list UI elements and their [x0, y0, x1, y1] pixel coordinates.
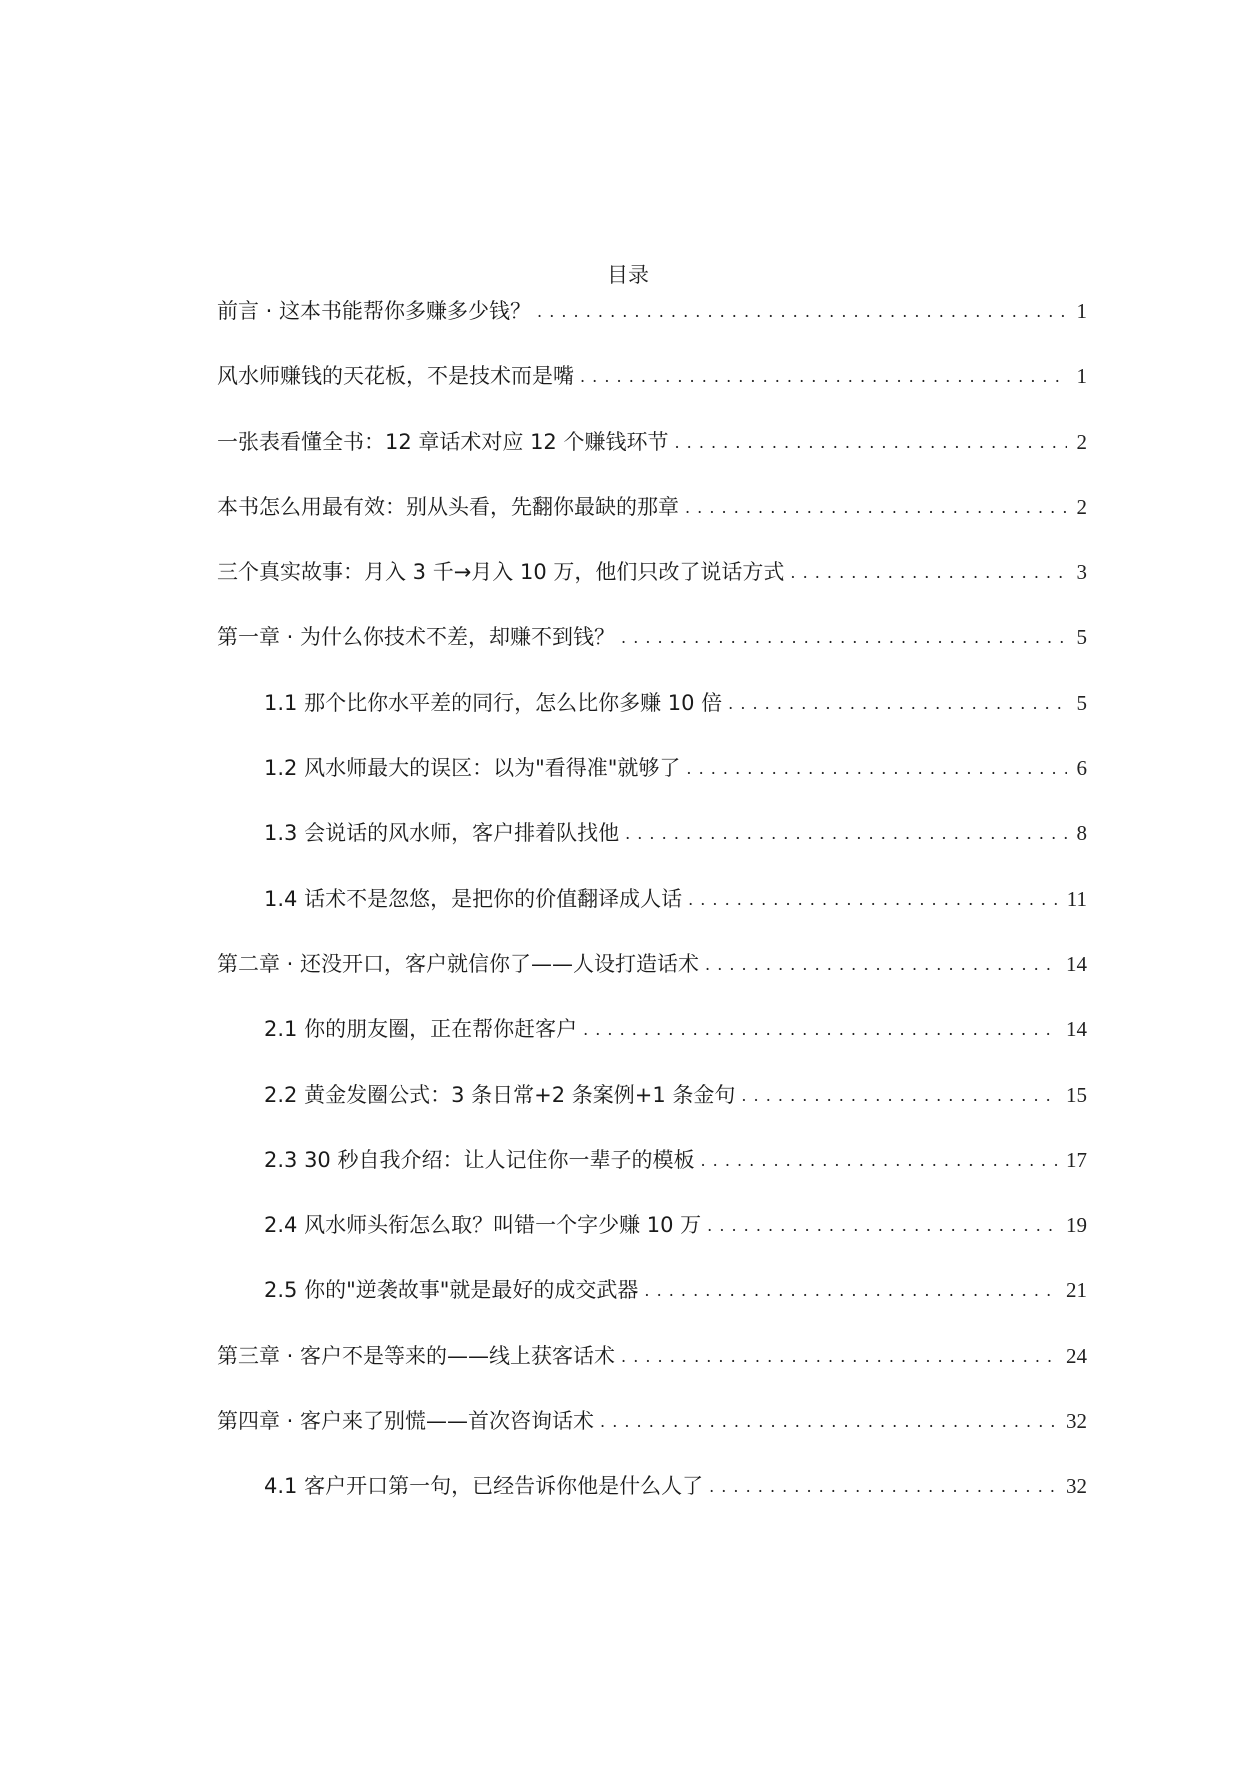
toc-page-number: 15 [1066, 1082, 1087, 1107]
toc-title: 目录 [607, 263, 649, 287]
toc-page-number: 1 [1076, 299, 1087, 323]
dot-leader [674, 428, 1067, 458]
toc-entry[interactable] [217, 492, 1087, 557]
toc-entry-label[interactable]: 1.3 会说话的风水师，客户排着队找他 [264, 821, 620, 846]
dot-leader [790, 558, 1067, 588]
dot-leader [705, 950, 1058, 980]
toc-entry-section-1-4[interactable] [217, 884, 1087, 949]
toc-page-number: 8 [1076, 821, 1087, 846]
dot-leader [709, 1472, 1058, 1502]
toc-entry-section-1-1[interactable] [217, 688, 1087, 753]
toc-page-number: 14 [1066, 1017, 1087, 1042]
toc-page-number: 32 [1066, 1474, 1087, 1499]
toc-entry-label[interactable]: 第三章 · 客户不是等来的——线上获客话术 [217, 1343, 616, 1368]
toc-page-number: 5 [1076, 625, 1087, 650]
table-of-contents [217, 296, 1087, 1537]
toc-entry-section-1-3[interactable] [217, 818, 1087, 883]
toc-entry-label[interactable]: 2.4 风水师头衔怎么取？叫错一个字少赚 10 万 [264, 1213, 702, 1238]
dot-leader [728, 689, 1067, 719]
toc-entry-label[interactable]: 1.2 风水师最大的误区：以为"看得准"就够了 [264, 756, 681, 781]
toc-entry-label[interactable]: 一张表看懂全书：12 章话术对应 12 个赚钱环节 [217, 429, 669, 454]
toc-page-number: 6 [1076, 756, 1087, 781]
toc-entry[interactable] [217, 557, 1087, 622]
toc-entry-chapter-3[interactable] [217, 1341, 1087, 1406]
dot-leader [621, 1342, 1058, 1372]
dot-leader [580, 362, 1067, 392]
toc-entry-label[interactable]: 2.2 黄金发圈公式：3 条日常+2 条案例+1 条金句 [264, 1082, 736, 1107]
toc-page-number: 1 [1076, 364, 1087, 389]
toc-entry-label[interactable]: 第四章 · 客户来了别慌——首次咨询话术 [217, 1409, 595, 1434]
toc-entry[interactable] [217, 427, 1087, 492]
toc-page-number: 32 [1066, 1409, 1087, 1434]
dot-leader [688, 885, 1059, 915]
toc-page-number: 2 [1076, 494, 1087, 519]
dot-leader [537, 297, 1067, 327]
toc-entry-label[interactable]: 2.3 30 秒自我介绍：让人记住你一辈子的模板 [264, 1147, 695, 1172]
toc-page-number: 21 [1066, 1278, 1087, 1303]
toc-entry-section-2-1[interactable] [217, 1014, 1087, 1079]
toc-page-number: 24 [1066, 1343, 1087, 1368]
toc-entry-section-4-1[interactable] [217, 1471, 1087, 1536]
toc-entry-chapter-2[interactable] [217, 949, 1087, 1014]
toc-entry-section-2-2[interactable] [217, 1080, 1087, 1145]
toc-entry-section-2-4[interactable] [217, 1210, 1087, 1275]
dot-leader [700, 1146, 1058, 1176]
dot-leader [741, 1081, 1058, 1111]
toc-entry-label[interactable]: 前言 · 这本书能帮你多赚多少钱？ [217, 299, 532, 323]
toc-entry-label[interactable]: 2.5 你的"逆袭故事"就是最好的成交武器 [264, 1278, 639, 1303]
toc-page-number: 17 [1066, 1147, 1087, 1172]
dot-leader [621, 623, 1067, 653]
toc-entry-preface[interactable] [217, 296, 1087, 361]
toc-entry-section-2-5[interactable] [217, 1275, 1087, 1340]
dot-leader [644, 1276, 1058, 1306]
toc-entry-chapter-4[interactable] [217, 1406, 1087, 1471]
toc-page-number: 5 [1076, 690, 1087, 715]
toc-entry-section-1-2[interactable] [217, 753, 1087, 818]
toc-entry-label[interactable]: 4.1 客户开口第一句，已经告诉你他是什么人了 [264, 1474, 704, 1499]
toc-entry-chapter-1[interactable] [217, 622, 1087, 687]
dot-leader [685, 493, 1067, 523]
toc-page-number: 14 [1066, 951, 1087, 976]
toc-entry-label[interactable]: 风水师赚钱的天花板，不是技术而是嘴 [217, 364, 574, 389]
dot-leader [583, 1015, 1058, 1045]
toc-entry-label[interactable]: 第二章 · 还没开口，客户就信你了——人设打造话术 [217, 951, 700, 976]
toc-entry-section-2-3[interactable] [217, 1145, 1087, 1210]
toc-entry-label[interactable]: 本书怎么用最有效：别从头看，先翻你最缺的那章 [217, 494, 679, 519]
dot-leader [625, 819, 1067, 849]
toc-page-number: 11 [1066, 886, 1087, 911]
dot-leader [707, 1211, 1058, 1241]
toc-entry-label[interactable]: 第一章 · 为什么你技术不差，却赚不到钱？ [217, 625, 616, 650]
toc-page-number: 3 [1076, 560, 1087, 585]
toc-entry[interactable] [217, 361, 1087, 426]
dot-leader [686, 754, 1067, 784]
toc-entry-label[interactable]: 三个真实故事：月入 3 千→月入 10 万，他们只改了说话方式 [217, 560, 785, 585]
toc-entry-label[interactable]: 2.1 你的朋友圈，正在帮你赶客户 [264, 1017, 578, 1042]
toc-page-number: 19 [1066, 1213, 1087, 1238]
toc-page-number: 2 [1076, 429, 1087, 454]
toc-entry-label[interactable]: 1.4 话术不是忽悠，是把你的价值翻译成人话 [264, 886, 683, 911]
toc-entry-label[interactable]: 1.1 那个比你水平差的同行，怎么比你多赚 10 倍 [264, 690, 723, 715]
dot-leader [600, 1407, 1058, 1437]
